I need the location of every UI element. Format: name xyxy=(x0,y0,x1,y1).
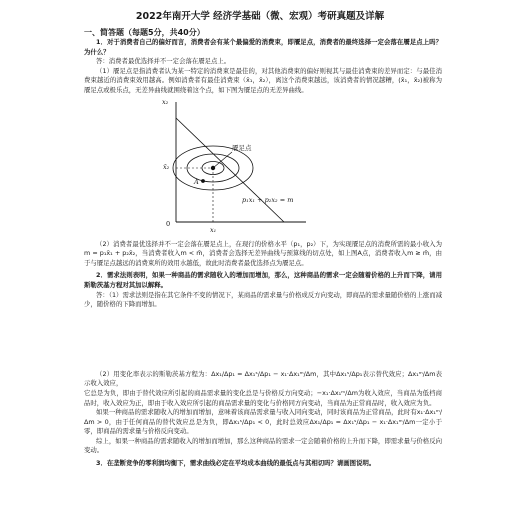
point-a xyxy=(201,179,205,183)
answer-2-para-4: 如果一种商品的需求随收入的增加而增加，意味着该商品需求量与收入同向变动，同时该商品为正常商品，此时有x₁·Δx₁ᵐ/Δm > 0，由于任何商品的替代效应总是为负，即Δx₁ˢ/Δp₁ < 0，此时总效应Δx₁/Δp₁ = Δx₁ˢ/Δp₁ − x₁·Δx₁ᵐ/Δm一定小于零，即商品的需求量与价格反向变动。 xyxy=(84,408,442,436)
point-a-label: A xyxy=(194,177,199,186)
answer-label: 答： xyxy=(96,57,109,66)
answer-1-summary xyxy=(84,57,442,67)
section-heading: 一、简答题（每题5分，共40分） xyxy=(84,28,205,37)
answer-1-para-2: （2）消费者最优选择并不一定会落在餍足点上，在现行的价格水平（p₁，p₂）下，为实现餍足点的消费所需的最小收入为m = p₁x̄₁ + p₂x̄₂，当消费者收入m < m̄，消费者会选择无差异曲线与预算线的切点处，如上图A点，消费者收入m ≥ m̄，由于与餍足点越远的消费束所的效用水越低，故此时消费者最优选择点为餍足点。 xyxy=(84,239,442,267)
answer-1-text: 消费者最优选择并不一定会落在餍足点上。 xyxy=(108,57,231,66)
question-2: 2．需求法则表明，如果一种商品的需求随收入的增加而增加，那么，这种商品的需求一定会随着价格的上升而下降，请用斯勒茨基方程对其加以解释。 xyxy=(84,271,442,289)
indifference-figure xyxy=(150,96,310,240)
origin-label: 0 xyxy=(166,219,171,228)
question-1: 1．对于消费者自己的偏好而言，消费者会有某个最偏爱的消费束，即餍足点，消费者的最终选择一定会落在餍足点上吗？为什么？ xyxy=(84,38,442,56)
answer-2-text-1: （1）需求法则是指在其它条件不变的情况下，某商品的需求量与价格成反方向变动，即商品的需求量随价格的上涨而减少，随价格的下降而增加。 xyxy=(84,290,443,309)
question-3: 3．在垄断竞争的零利润均衡下，需求曲线必定在平均成本曲线的最低点与其相切吗？请画图说明。 xyxy=(96,459,376,468)
answer-1-para-1: （1）餍足点是指消费者认为某一特定的消费束是最佳的，对其他消费束的偏好则视其与最佳消费束的差异而定：与最佳消费束越近的消费束效用越高。例如消费者有最佳消费束（x̄₁，x̄₂），离这个消费束越远，该消费者的情况越糟，(x̄₁，x̄₂)被称为餍足点或极乐点，无差异曲线就围绕着这个点，如下图为餍足点的无差异曲线。 xyxy=(84,66,442,94)
bliss-point-label: 餍足点 xyxy=(232,143,252,152)
budget-line xyxy=(176,118,284,222)
budget-line-label: p₁x₁ + p₂x₂ = m xyxy=(242,195,294,204)
document-title: 2022年南开大学 经济学基础（微、宏观）考研真题及详解 xyxy=(135,11,385,22)
answer-2-para-5: 综上，如果一种商品的需求随收入的增加而增加，那么这种商品的需求一定会随着价格的上升而下降，即需求量与价格反向变动。 xyxy=(84,436,442,455)
answer-2-para-3: 它总是为负，即由于替代效应所引起的商品需求量的变化总是与价格反方向变动；−x₁·Δx₁ᵐ/Δm为收入效应，当商品为低档商品时，收入效应为正，即由于收入效应所引起的商品需求量的变化与价格同方向变动，当商品为正常商品时，收入效应为负。 xyxy=(84,388,442,407)
axis-label-y: x₂ xyxy=(162,97,169,106)
answer-2-para-1 xyxy=(84,291,442,310)
answer-label-2: 答： xyxy=(96,290,109,299)
indifference-curve-diagram xyxy=(150,96,310,240)
answer-2-para-2: （2）用变化率表示的斯勒茨基方程为：Δx₁/Δp₁ = Δx₁ˢ/Δp₁ − x₁·Δx₁ᵐ/Δm，其中Δx₁ˢ/Δp₁表示替代效应；Δx₁ᵐ/Δm表示收入效应， xyxy=(84,369,442,388)
axis-label-x: x₁ xyxy=(210,225,217,234)
tick-label-x2: x̄₂ xyxy=(163,162,170,171)
